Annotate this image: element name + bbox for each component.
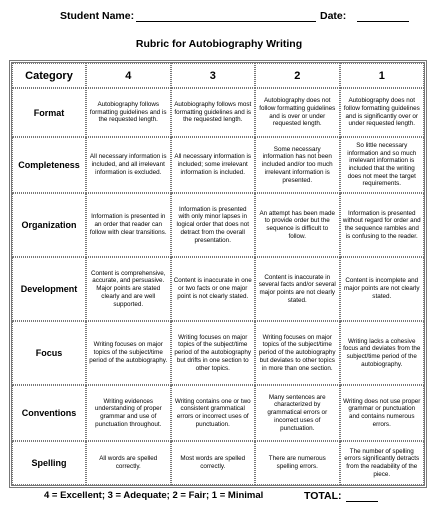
date-line[interactable] bbox=[357, 21, 409, 22]
rubric-row-organization bbox=[12, 193, 424, 257]
rubric-cell: Some necessary information has not been included and/or too much irrelevant information is presented. bbox=[255, 137, 340, 193]
rubric-cell: Autobiography follows formatting guidelines and is the requested length. bbox=[86, 88, 171, 137]
rubric-cell: Most words are spelled correctly. bbox=[171, 441, 256, 485]
date-label: Date: bbox=[320, 10, 347, 22]
rubric-row-completeness bbox=[12, 137, 424, 193]
category-label: Completeness bbox=[12, 137, 86, 193]
rubric-row-format bbox=[12, 88, 424, 137]
rubric-cell: Writing focuses on major topics of the subject/time period of the autobiography. bbox=[86, 321, 171, 385]
rubric-cell: Autobiography does not follow formatting guidelines and is over or under requested length. bbox=[255, 88, 340, 137]
rubric-cell: Information is presented in an order that reader can follow with clear transitions. bbox=[86, 193, 171, 257]
rubric-cell: So little necessary information and so much irrelevant information is included that the writing does not meet the target requirements. bbox=[340, 137, 425, 193]
rubric-cell: Content is comprehensive, accurate, and persuasive. Major points are stated clearly and are well supported. bbox=[86, 257, 171, 321]
rubric-cell: Content is inaccurate in one or two facts or one major point is not clearly stated. bbox=[171, 257, 256, 321]
page-title: Rubric for Autobiography Writing bbox=[135, 38, 303, 50]
rubric-cell: The number of spelling errors significantly detracts from the readability of the piece. bbox=[340, 441, 425, 485]
total-label: TOTAL: bbox=[304, 490, 342, 502]
student-name-line[interactable] bbox=[136, 21, 316, 22]
category-label: Conventions bbox=[12, 385, 86, 441]
category-label: Spelling bbox=[12, 441, 86, 485]
rubric-cell: Content is inaccurate in several facts and/or several major points are not clearly stated. bbox=[255, 257, 340, 321]
rubric-cell: Autobiography follows most formatting guidelines and is the requested length. bbox=[171, 88, 256, 137]
student-name-label: Student Name: bbox=[60, 10, 135, 22]
rubric-table bbox=[9, 60, 427, 488]
category-label: Focus bbox=[12, 321, 86, 385]
rubric-cell: There are numerous spelling errors. bbox=[255, 441, 340, 485]
rubric-row-focus bbox=[12, 321, 424, 385]
rubric-row-development bbox=[12, 257, 424, 321]
footer bbox=[0, 490, 438, 506]
rubric-cell: An attempt has been made to provide order but the sequence is difficult to follow. bbox=[255, 193, 340, 257]
total-line[interactable] bbox=[346, 501, 378, 502]
rubric-row-spelling bbox=[12, 441, 424, 485]
rubric-cell: Writing does not use proper grammar or punctuation and contains numerous errors. bbox=[340, 385, 425, 441]
rubric-cell: All necessary information is included; some irrelevant information is included. bbox=[171, 137, 256, 193]
rubric-row-conventions bbox=[12, 385, 424, 441]
rubric-cell: Information is presented with only minor lapses in logical order that does not detract from the overall presentation. bbox=[171, 193, 256, 257]
header bbox=[0, 0, 438, 40]
scale-legend: 4 = Excellent; 3 = Adequate; 2 = Fair; 1 = Minimal bbox=[44, 490, 264, 501]
column-header-4: 4 bbox=[86, 63, 171, 88]
column-header-category: Category bbox=[12, 63, 86, 88]
rubric-cell: Autobiography does not follow formatting guidelines and is significantly over or under requested length. bbox=[340, 88, 425, 137]
rubric-cell: Writing lacks a cohesive focus and deviates from the subject/time period of the autobiography. bbox=[340, 321, 425, 385]
rubric-cell: Writing contains one or two consistent grammatical errors or incorrect uses of punctuation. bbox=[171, 385, 256, 441]
column-header-1: 1 bbox=[340, 63, 425, 88]
category-label: Organization bbox=[12, 193, 86, 257]
column-header-2: 2 bbox=[255, 63, 340, 88]
rubric-cell: Many sentences are characterized by grammatical errors or incorrect uses of punctuation. bbox=[255, 385, 340, 441]
category-label: Format bbox=[12, 88, 86, 137]
category-label: Development bbox=[12, 257, 86, 321]
rubric-cell: Content is incomplete and major points are not clearly stated. bbox=[340, 257, 425, 321]
rubric-cell: All necessary information is included, and all irrelevant information is excluded. bbox=[86, 137, 171, 193]
rubric-cell: All words are spelled correctly. bbox=[86, 441, 171, 485]
rubric-cell: Writing focuses on major topics of the subject/time period of the autobiography but deviates to other topics in more than one section. bbox=[255, 321, 340, 385]
column-header-3: 3 bbox=[171, 63, 256, 88]
rubric-cell: Information is presented without regard for order and the sequence rambles and is confusing to the reader. bbox=[340, 193, 425, 257]
rubric-cell: Writing evidences understanding of proper grammar and use of punctuation throughout. bbox=[86, 385, 171, 441]
rubric-header-row bbox=[12, 63, 424, 88]
rubric-cell: Writing focuses on major topics of the subject/time period of the autobiography but drifts in one section to other topics. bbox=[171, 321, 256, 385]
